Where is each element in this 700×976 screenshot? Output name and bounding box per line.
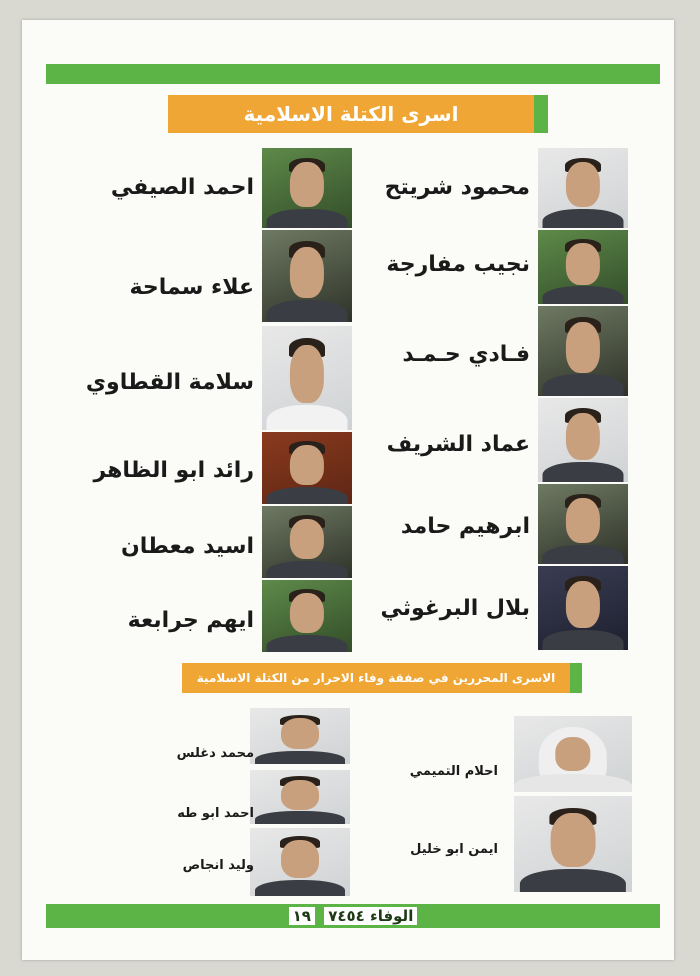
top-green-bar [46,64,660,84]
photo-right-3 [538,306,628,396]
photo-left-3 [262,326,352,430]
page-title: اسرى الكتلة الاسلامية [168,95,548,133]
photo-right-5 [538,484,628,564]
name-right-1: محمود شريتح [384,175,530,200]
name-right-4: عماد الشريف [386,432,530,457]
footer [287,907,420,925]
photo-right-4 [538,398,628,482]
photo-freed-left-2 [250,770,350,824]
name-right-6: بلال البرغوثي [380,596,530,621]
name-freed-right-1: احلام التميمي [409,764,498,779]
photo-left-2 [262,230,352,322]
name-freed-left-1: محمد دغلس [176,746,254,761]
name-left-3: سلامة القطاوي [85,370,254,395]
photo-freed-left-1 [250,708,350,764]
name-freed-left-3: وليد انجاص [182,858,254,873]
footer-text: الوفاء ٧٤٥٤ [324,907,417,925]
photo-left-5 [262,506,352,578]
name-right-5: ابرهيم حامد [400,514,530,539]
name-right-2: نجيب مفارجة [386,252,530,277]
name-left-5: اسيد معطان [120,534,254,559]
name-right-3: فـادي حـمـد [402,342,530,367]
photo-freed-left-3 [250,828,350,896]
photo-left-1 [262,148,352,228]
name-left-1: احمد الصيفي [110,175,254,200]
photo-freed-right-1 [514,716,632,792]
name-left-6: ايهم جرابعة [127,608,254,633]
page [22,20,674,960]
photo-left-6 [262,580,352,652]
photo-right-1 [538,148,628,228]
photo-right-2 [538,230,628,304]
page-number: ١٩ [289,907,315,925]
photo-freed-right-2 [514,796,632,892]
bottom-green-bar [46,904,660,928]
name-freed-left-2: احمد ابو طه [177,806,254,821]
name-left-4: رائد ابو الظاهر [93,458,254,483]
name-freed-right-2: ايمن ابو خليل [410,842,498,857]
freed-prisoners-title: الاسرى المحررين في صفقة وفاء الاحرار من الكتلة الاسلامية [182,663,582,693]
photo-left-4 [262,432,352,504]
photo-right-6 [538,566,628,650]
name-left-2: علاء سماحة [129,275,254,300]
